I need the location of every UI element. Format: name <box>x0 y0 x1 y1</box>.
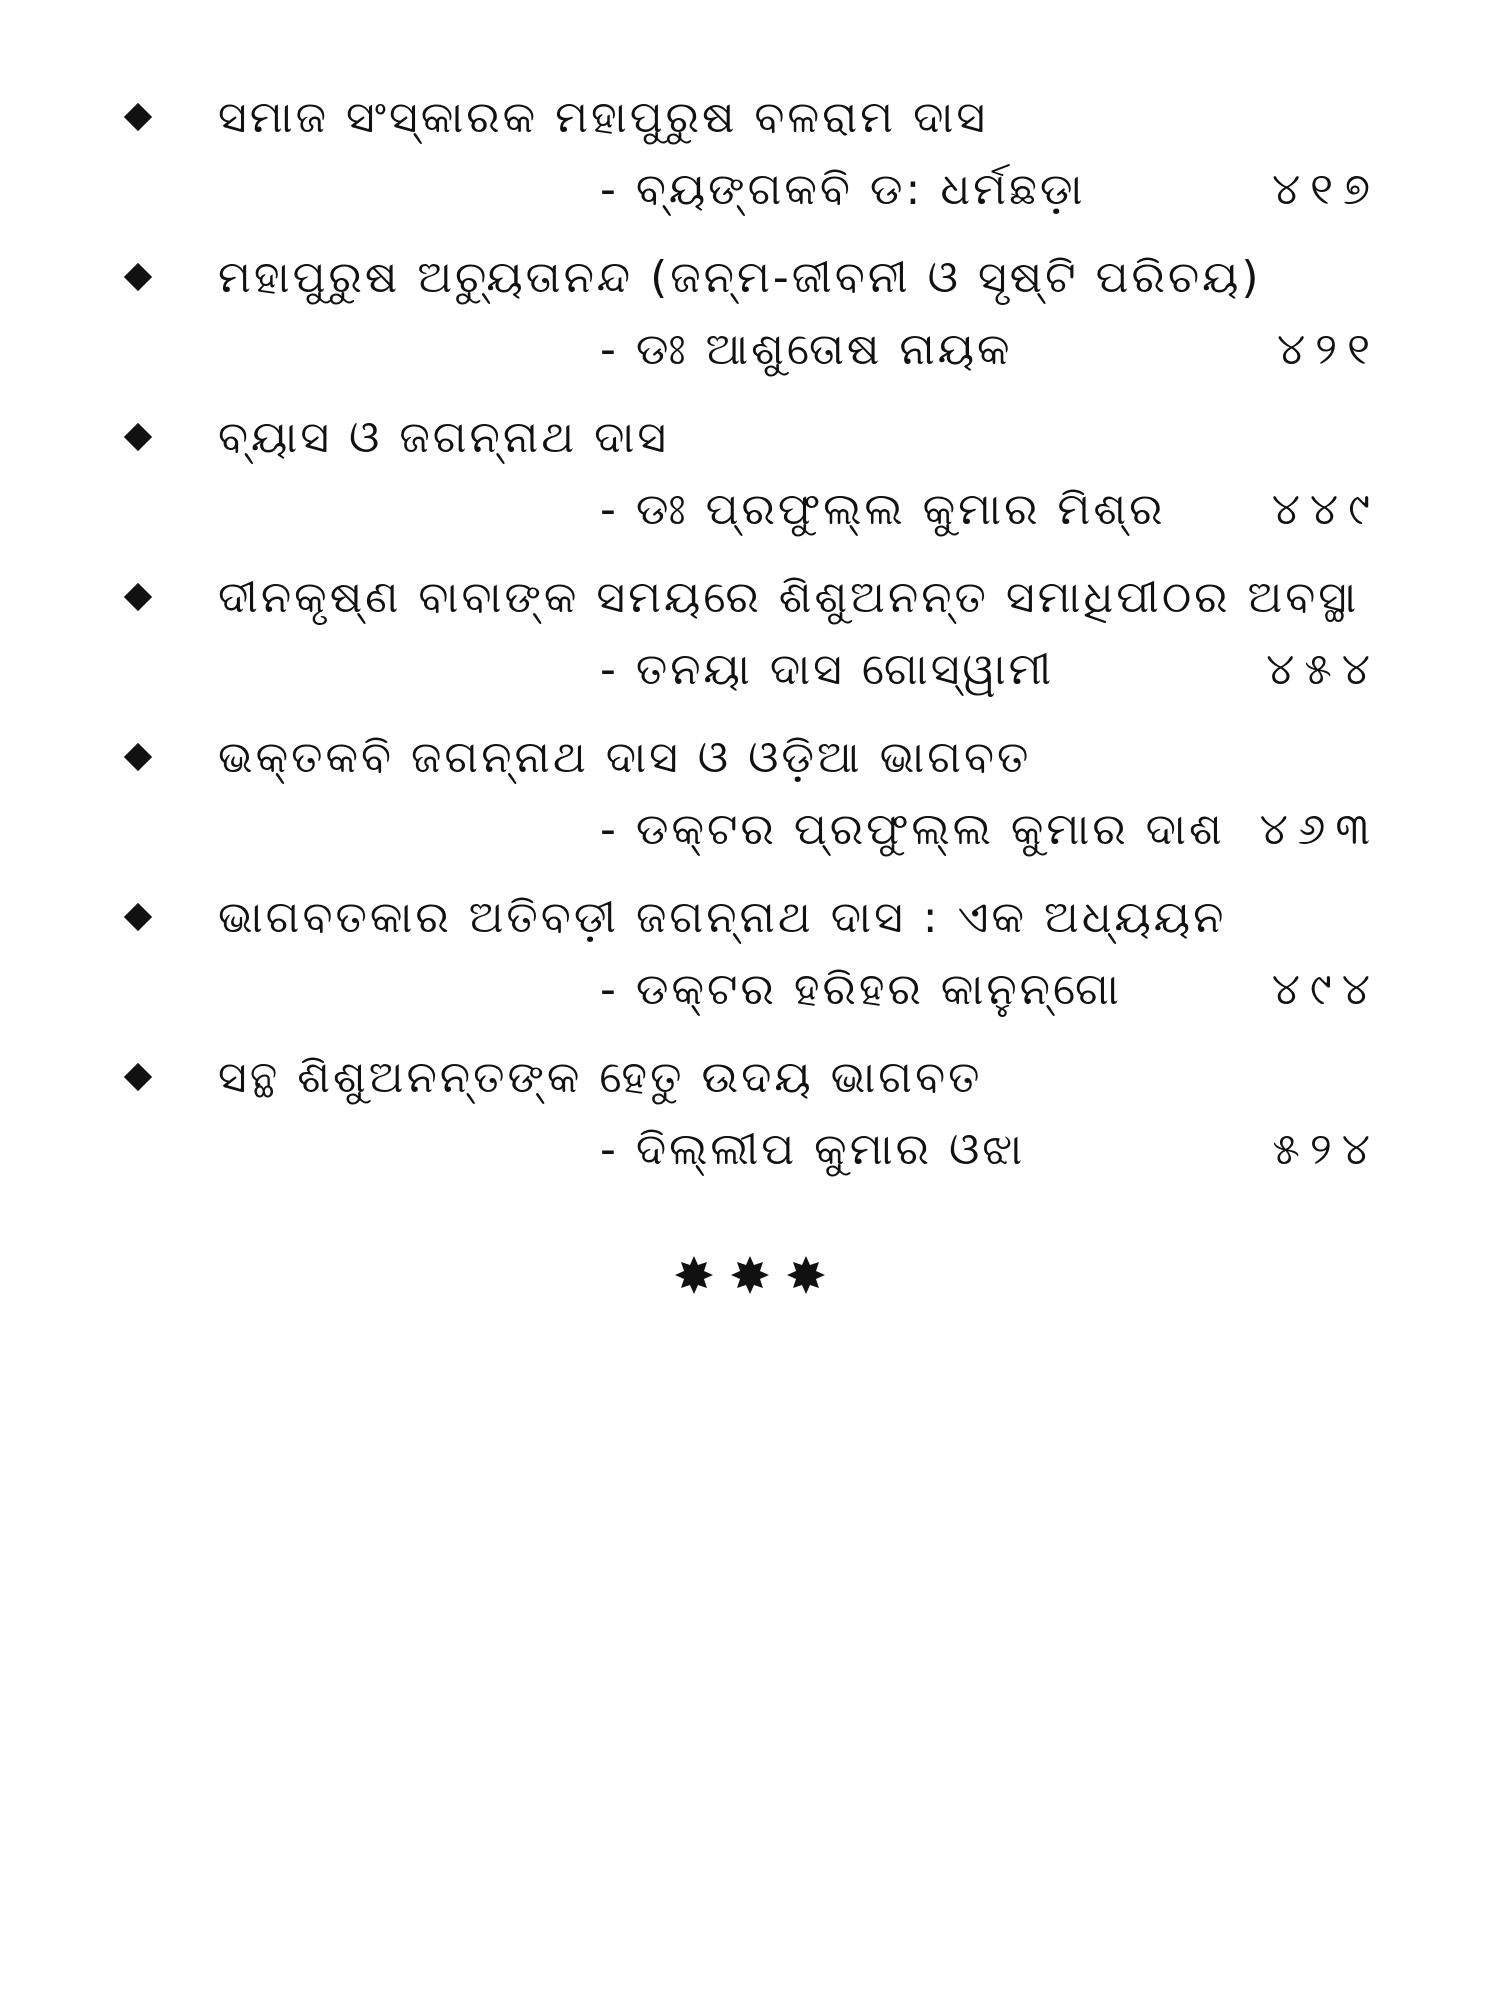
entry-title: ଦୀନକୃଷ୍ଣ ବାବାଙ୍କ ସମୟରେ ଶିଶୁଅନନ୍ତ ସମାଧିପୀଠର ଅବସ୍ଥା <box>218 572 1360 623</box>
toc-entry <box>0 1040 1500 1200</box>
entry-page-number: ୪୯୪ <box>1271 964 1380 1015</box>
entry-title: ସନ୍ଥ ଶିଶୁଅନନ୍ତଙ୍କ ହେତୁ ଉଦୟ ଭାଗବତ <box>218 1052 983 1103</box>
entry-author: - ଡଃ ପ୍ରଫୁଲ୍ଲ କୁମାର ମିଶ୍ର <box>600 484 1166 535</box>
toc-list <box>0 80 1500 1200</box>
starburst-ornament-icon <box>674 1255 714 1295</box>
toc-entry <box>0 400 1500 560</box>
entry-author: - ଡକ୍ଟର ପ୍ରଫୁଲ୍ଲ କୁମାର ଦାଶ <box>600 804 1225 855</box>
entry-title: ମହାପୁରୁଷ ଅଚ୍ୟୁତାନନ୍ଦ (ଜନ୍ମ-ଜୀବନୀ ଓ ସୃଷ୍ଟି ପରିଚୟ) <box>218 252 1262 303</box>
diamond-bullet-icon <box>124 583 152 611</box>
diamond-bullet-icon <box>124 743 152 771</box>
toc-entry <box>0 240 1500 400</box>
entry-page-number: ୪୨୧ <box>1276 324 1380 375</box>
entry-title: ବ୍ୟାସ ଓ ଜଗନ୍ନାଥ ଦାସ <box>218 412 670 463</box>
entry-author: - ତନୟା ଦାସ ଗୋସ୍ୱାମୀ <box>600 644 1055 695</box>
entry-page-number: ୫୨୪ <box>1272 1124 1380 1175</box>
entry-author: - ଡକ୍ଟର ହରିହର କାନୁନ୍‌ଗୋ <box>600 964 1122 1015</box>
entry-title: ଭାଗବତକାର ଅତିବଡ଼ୀ ଜଗନ୍ନାଥ ଦାସ : ଏକ ଅଧ୍ୟୟନ <box>218 892 1227 943</box>
entry-author: - ଦିଲ୍ଲୀପ କୁମାର ଓଝା <box>600 1124 1026 1175</box>
toc-entry <box>0 720 1500 880</box>
entry-page-number: ୪୧୭ <box>1271 164 1380 215</box>
diamond-bullet-icon <box>124 103 152 131</box>
diamond-bullet-icon <box>124 903 152 931</box>
toc-entry <box>0 80 1500 240</box>
entry-page-number: ୪୪୯ <box>1271 484 1380 535</box>
end-ornament <box>0 1255 1500 1295</box>
entry-page-number: ୪୬୩ <box>1259 804 1380 855</box>
diamond-bullet-icon <box>124 423 152 451</box>
starburst-ornament-icon <box>786 1255 826 1295</box>
entry-author: - ବ୍ୟଙ୍ଗକବି ଡ: ଧର୍ମଛଡ଼ା <box>600 164 1086 215</box>
diamond-bullet-icon <box>124 1063 152 1091</box>
toc-entry <box>0 560 1500 720</box>
toc-entry <box>0 880 1500 1040</box>
entry-title: ସମାଜ ସଂସ୍କାରକ ମହାପୁରୁଷ ବଳରାମ ଦାସ <box>218 92 989 143</box>
entry-page-number: ୪୫୪ <box>1266 644 1380 695</box>
entry-title: ଭକ୍ତକବି ଜଗନ୍ନାଥ ଦାସ ଓ ଓଡ଼ିଆ ଭାଗବତ <box>218 732 1032 783</box>
starburst-ornament-icon <box>730 1255 770 1295</box>
diamond-bullet-icon <box>124 263 152 291</box>
entry-author: - ଡଃ ଆଶୁତୋଷ ନାୟକ <box>600 324 1013 375</box>
